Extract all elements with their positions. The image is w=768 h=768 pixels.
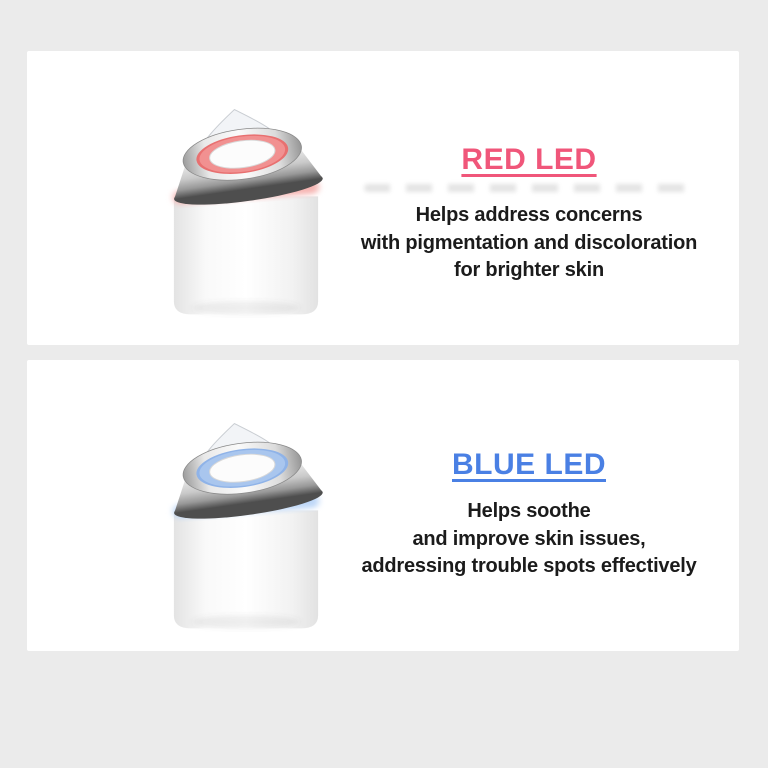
red-led-panel xyxy=(27,51,739,345)
description-line: Helps soothe xyxy=(467,500,591,522)
erased-text-artifact xyxy=(364,184,694,192)
device-body xyxy=(174,510,318,628)
description-line: with pigmentation and discoloration xyxy=(360,231,698,254)
device-body xyxy=(174,196,318,314)
description-line: for brighter skin xyxy=(454,259,604,281)
description-line: and improve skin issues, xyxy=(412,527,646,550)
description-line: addressing trouble spots effectively xyxy=(361,555,697,577)
red-led-description xyxy=(315,202,743,285)
red-led-text-block xyxy=(315,143,743,285)
device-cap xyxy=(160,106,325,211)
device-body-shadow xyxy=(192,615,299,628)
blue-led-description xyxy=(315,498,743,581)
red-led-title: RED LED xyxy=(461,143,597,176)
description-line: Helps address concerns xyxy=(415,204,643,226)
blue-led-text-block xyxy=(315,448,743,581)
device-cap xyxy=(160,420,325,525)
blue-led-title: BLUE LED xyxy=(452,448,606,481)
blue-led-panel xyxy=(27,360,739,651)
device-body-shadow xyxy=(192,301,299,314)
